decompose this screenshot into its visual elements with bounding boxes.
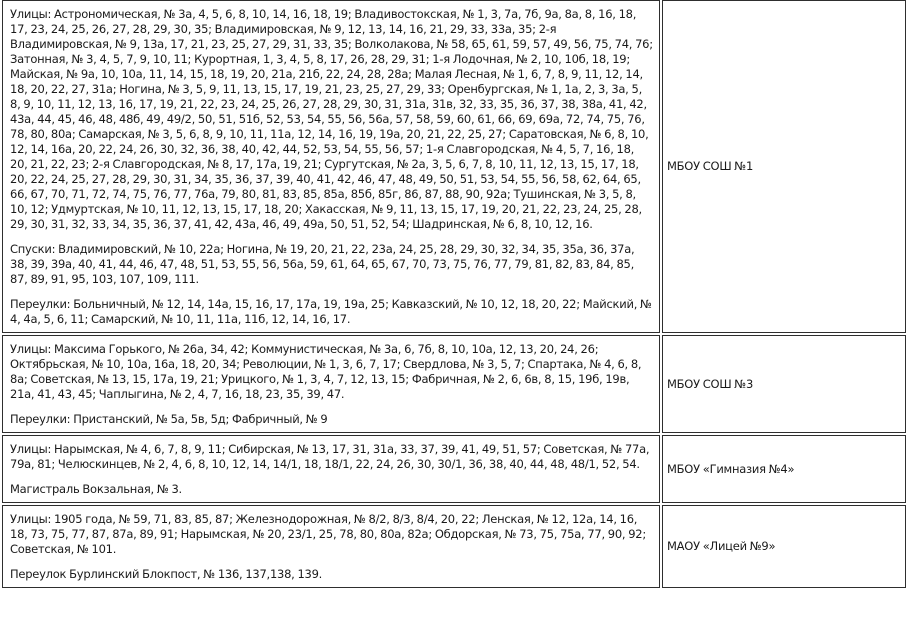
highway-paragraph: Магистраль Вокзальная, № 3.: [10, 482, 182, 496]
school-cell: МБОУ «Гимназия №4»: [662, 435, 906, 503]
school-cell: МАОУ «Лицей №9»: [662, 505, 906, 588]
streets-paragraph: Улицы: Астрономическая, № 3а, 4, 5, 6, 8, 10, 14, 16, 18, 19; Владивостокская, № 1, 3, 7а, 7б, 9а, 8а, 8, 16, 18, 17, 23, 24, 25, 26, 27, 28, 29, 30, 35; Владимировская, № 9, 12, 13, 14, 16, 21, 29, 33, 33а, 35; 2-я Владимировская, № 9, 13а, 17, 21, 23, 25, 27, 29, 31, 33, 35; Волколакова, № 58, 65, 61, 59, 57, 49, 56, 75, 74, 76; Затонная, № 3, 4, 5, 7, 9, 10, 11; Курортная, 1, 3, 4, 5, 8, 17, 26, 28, 29, 31; 1-я Лодочная, № 2, 10, 10б, 18, 19; Майская, № 9а, 10, 10а, 11, 14, 15, 18, 19, 20, 21а, 21б, 22, 24, 28, 28а; Малая Лесная, № 1, 6, 7, 8, 9, 11, 12, 14, 18, 20, 22, 27, 31а; Ногина, № 3, 5, 9, 11, 13, 15, 17, 19, 21, 23, 25, 27, 29, 33; Оренбургская, № 1, 1а, 2, 3, 3а, 5, 8, 9, 10, 11, 12, 13, 16, 17, 19, 21, 22, 23, 24, 25, 26, 27, 28, 29, 30, 31, 31а, 31в, 32, 33, 35, 36, 37, 38, 38а, 41, 42, 43а, 44, 45, 46, 48, 48б, 49, 49/2, 50, 51, 51б, 52, 53, 54, 55, 56, 56а, 57, 58, 59, 60, 61, 66, 69, 69а, 72, 74, 75, 76, 78, 80, 80а; Самарская, № 3, 5, 6, 8, 9, 10, 11, 11а, 12, 14, 16, 19, 19а, 20, 21, 22, 25, 27; Саратовская, № 6, 8, 10, 12, 14, 16а, 20, 22, 24, 26, 30, 32, 36, 38, 40, 42, 44, 52, 53, 54, 55, 56, 57; 1-я Славгородская, № 4, 5, 7, 16, 18, 20, 21, 22, 23; 2-я Славгородская, № 8, 17, 17а, 19, 21; Сургутская, № 2а, 3, 5, 6, 7, 8, 10, 11, 12, 13, 15, 17, 18, 20, 22, 24, 25, 27, 28, 29, 30, 31, 34, 35, 36, 37, 39, 40, 41, 42, 46, 47, 48, 49, 50, 51, 53, 54, 55, 56, 58, 62, 64, 65, 66, 67, 70, 71, 72, 74, 75, 76, 77, 76а, 79, 80, 81, 83, 85, 85а, 85б, 85г, 86, 87, 88, 90, 92а; Тушинская, № 3, 5, 8, 10, 12; Удмуртская, № 10, 11, 12, 13, 15, 17, 18, 20; Хакасская, № 9, 11, 13, 15, 17, 19, 20, 21, 22, 23, 24, 25, 28, 29, 30, 31, 32, 33, 34, 35, 36, 37, 41, 42, 43а, 46, 49, 49а, 50, 51, 52, 54; Шадринская, № 6, 8, 10, 12, 16.: [10, 7, 653, 231]
streets-paragraph: Улицы: 1905 года, № 59, 71, 83, 85, 87; Железнодорожная, № 8/2, 8/3, 8/4, 20, 22; Ленская, № 12, 12а, 14, 16, 18, 73, 75, 77, 87, 87а, 89, 91; Нарымская, № 20, 23/1, 25, 78, 80, 80а, 82а; Обдорская, № 73, 75, 75а, 77, 90, 92; Советская, № 101.: [10, 512, 646, 556]
descents-paragraph: Спуски: Владимировский, № 10, 22а; Ногина, № 19, 20, 21, 22, 23а, 24, 25, 28, 29, 30, 32, 34, 35, 35а, 36, 37а, 38, 39, 39а, 40, 41, 44, 46, 47, 48, 51, 53, 55, 56, 56а, 59, 61, 64, 65, 67, 70, 73, 75, 76, 77, 79, 81, 82, 83, 84, 85, 87, 89, 91, 95, 103, 107, 109, 111.: [10, 242, 635, 286]
addresses-cell: [2, 505, 660, 588]
table-row: [2, 0, 906, 333]
lane-paragraph: Переулок Бурлинский Блокпост, № 136, 137,138, 139.: [10, 567, 323, 581]
table-row: [2, 435, 906, 503]
streets-paragraph: Улицы: Нарымская, № 4, 6, 7, 8, 9, 11; Сибирская, № 13, 17, 31, 31а, 33, 37, 39, 41, 49, 51, 57; Советская, № 77а, 79а, 81; Челюскинцев, № 2, 4, 6, 8, 10, 12, 14, 14/1, 18, 18/1, 22, 24, 26, 30, 30/1, 36, 38, 40, 44, 48, 48/1, 52, 54.: [10, 442, 650, 471]
lanes-paragraph: Переулки: Больничный, № 12, 14, 14а, 15, 16, 17, 17а, 19, 19а, 25; Кавказский, № 10, 12, 18, 20, 22; Майский, № 4, 4а, 5, 6, 11; Самарский, № 10, 11, 11а, 11б, 12, 14, 16, 17.: [10, 297, 652, 326]
table-row: [2, 505, 906, 588]
streets-paragraph: Улицы: Максима Горького, № 26а, 34, 42; Коммунистическая, № 3а, 6, 7б, 8, 10, 10а, 12, 13, 20, 24, 26; Октябрьская, № 10, 10а, 16а, 18, 20, 34; Революции, № 1, 3, 6, 7, 17; Свердлова, № 3, 5, 7; Спартака, № 4, 6, 8, 8а; Советская, № 13, 15, 17а, 19, 21; Урицкого, № 1, 3, 4, 7, 12, 13, 15; Фабричная, № 2, 6, 6в, 8, 15, 19б, 19в, 21а, 41, 43, 45; Чаплыгина, № 2, 4, 7, 16, 18, 23, 35, 39, 47.: [10, 342, 642, 401]
lanes-paragraph: Переулки: Пристанский, № 5а, 5в, 5д; Фабричный, № 9: [10, 412, 328, 426]
addresses-cell: [2, 435, 660, 503]
addresses-cell: [2, 335, 660, 433]
addresses-cell: [2, 0, 660, 333]
table-row: [2, 335, 906, 433]
school-cell: МБОУ СОШ №1: [662, 0, 906, 333]
school-cell: МБОУ СОШ №3: [662, 335, 906, 433]
